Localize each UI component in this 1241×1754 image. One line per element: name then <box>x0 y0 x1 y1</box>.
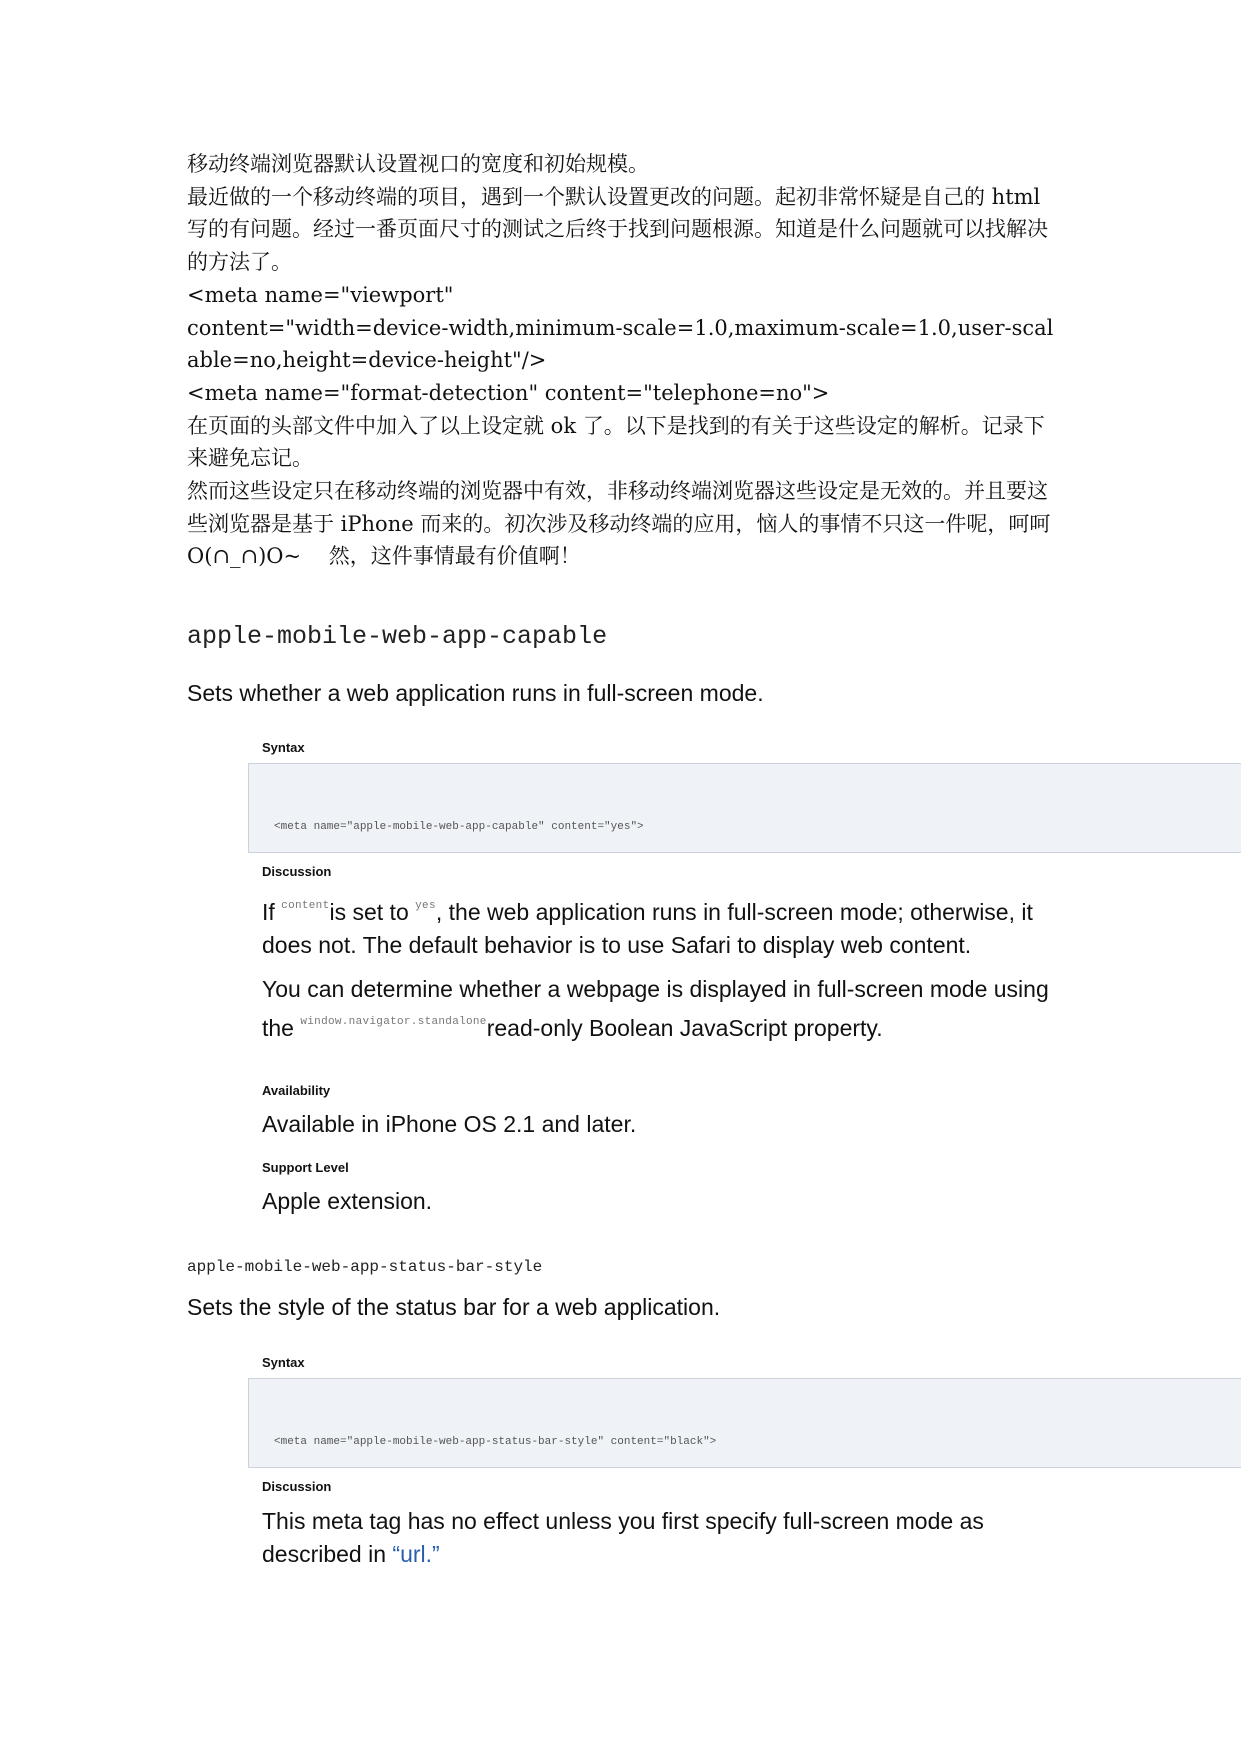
section-heading: apple-mobile-web-app-capable <box>187 622 608 651</box>
intro-paragraph: 最近做的一个移动终端的项目，遇到一个默认设置更改的问题。起初非常怀疑是自己的 html 写的有问题。经过一番页面尺寸的测试之后终于找到问题根源。知道是什么问题就可以找解决的方法了。 <box>187 184 1048 275</box>
discussion-text <box>262 890 1062 1044</box>
discussion-label: Discussion <box>262 1479 332 1494</box>
url-link[interactable]: “url.” <box>392 1540 440 1567</box>
support-level-label: Support Level <box>262 1160 349 1175</box>
syntax-code-box <box>248 1378 1241 1468</box>
format-detection-meta-code: <meta name="format-detection" content="telephone=no"> <box>187 380 830 405</box>
syntax-code: <meta name="apple-mobile-web-app-status-bar-style" content="black"> <box>274 1436 717 1448</box>
discussion-paragraph: You can determine whether a webpage is displayed in full-screen mode using the $^{window.navigator.standalone}$read-only Boolean JavaScript property. <box>262 976 1049 1041</box>
availability-label: Availability <box>262 1083 331 1098</box>
syntax-code: <meta name="apple-mobile-web-app-capable" content="yes"> <box>274 821 644 833</box>
discussion-paragraph: This meta tag has no effect unless you first specify full-screen mode as described in “url.” <box>262 1508 984 1567</box>
intro-paragraph: 在页面的头部文件中加入了以上设定就 ok 了。以下是找到的有关于这些设定的解析。记录下来避免忘记。 <box>187 413 1045 471</box>
discussion-paragraph: If $^{content}$is set to $^{yes}$, the web application runs in full-screen mode; otherwise, it does not. The default behavior is to use Safari to display web content. <box>262 899 1033 958</box>
viewport-meta-code-line1: <meta name="viewport" <box>187 282 454 307</box>
section-description: Sets whether a web application runs in full-screen mode. <box>187 680 764 706</box>
syntax-label: Syntax <box>262 1355 305 1370</box>
inline-code: yes <box>415 900 436 912</box>
inline-code: window.navigator.standalone <box>300 1015 487 1028</box>
intro-line: 移动终端浏览器默认设置视口的宽度和初始规模。 <box>187 152 649 176</box>
section-description: Sets the style of the status bar for a web application. <box>187 1294 721 1320</box>
inline-code: content <box>281 900 330 912</box>
viewport-meta-code-line2: content="width=device-width,minimum-scale=1.0,maximum-scale=1.0,user-scalable=no,height=device-height"/> <box>187 315 1054 373</box>
availability-text: Available in iPhone OS 2.1 and later. <box>262 1111 637 1137</box>
discussion-text <box>262 1505 1062 1570</box>
intro-paragraph: 然而这些设定只在移动终端的浏览器中有效，非移动终端浏览器这些设定是无效的。并且要这些浏览器是基于 iPhone 而来的。初次涉及移动终端的应用，恼人的事情不只这一件呢，呵呵 O(∩_∩)O~ 然，这件事情最有价值啊！ <box>187 479 1051 569</box>
syntax-label: Syntax <box>262 740 305 755</box>
intro-block <box>187 148 1057 573</box>
support-level-text: Apple extension. <box>262 1188 433 1214</box>
section-heading: apple-mobile-web-app-status-bar-style <box>187 1258 543 1276</box>
syntax-code-box <box>248 763 1241 853</box>
discussion-label: Discussion <box>262 864 332 879</box>
